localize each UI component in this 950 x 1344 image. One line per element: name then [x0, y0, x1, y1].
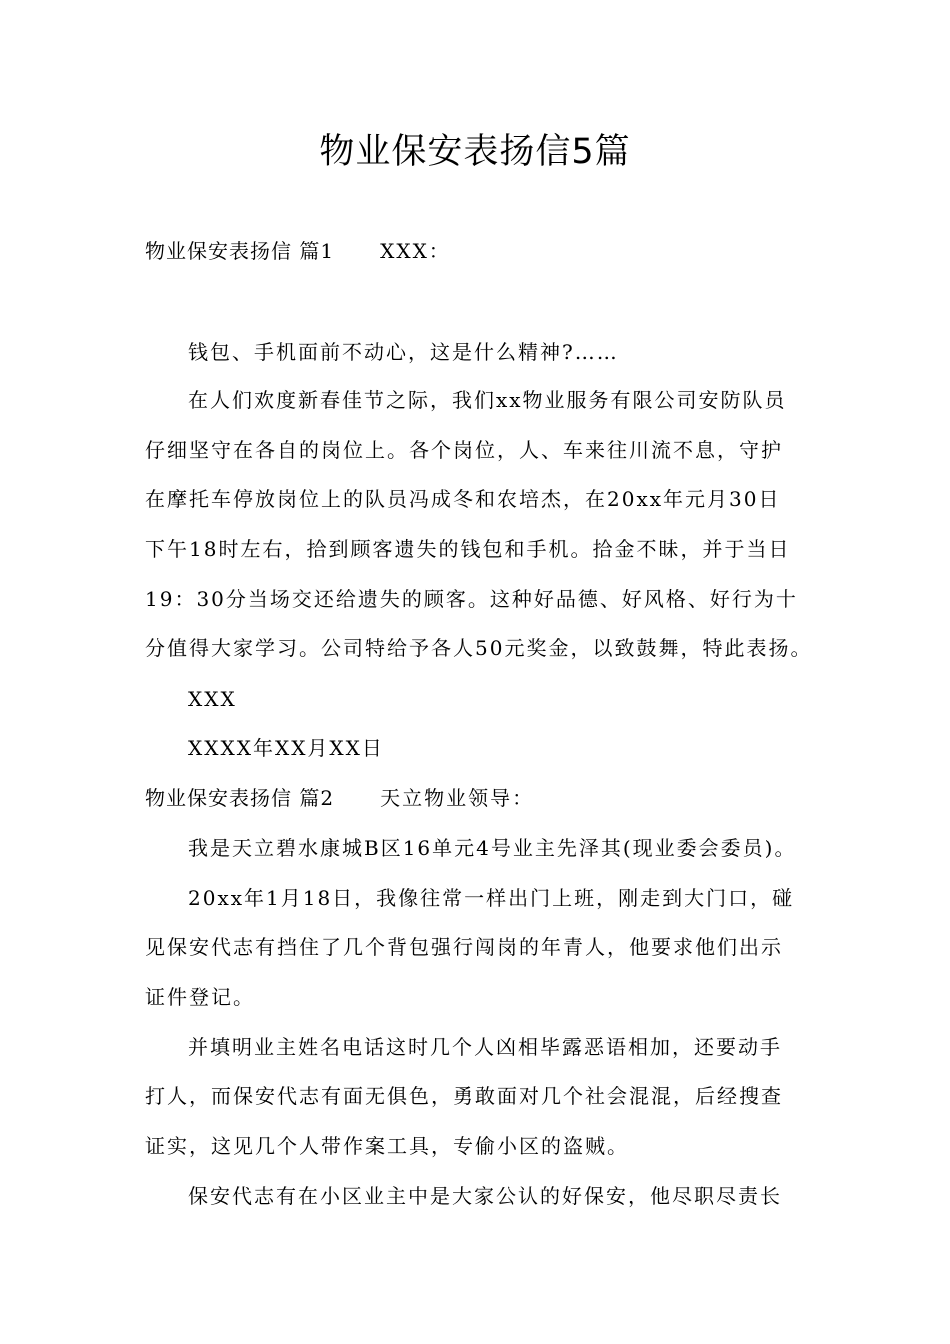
section-2-heading-line [145, 783, 825, 813]
section-1-heading-line [145, 236, 825, 266]
paragraph-line: 我是天立碧水康城B区16单元4号业主先泽其(现业委会委员)。 [188, 836, 797, 860]
paragraph-line: 打人，而保安代志有面无俱色，勇敢面对几个社会混混，后经搜查 [145, 1084, 783, 1108]
paragraph-line: 见保安代志有挡住了几个背包强行闯岗的年青人，他要求他们出示 [145, 935, 783, 959]
paragraph-line: 钱包、手机面前不动心，这是什么精神?…… [188, 340, 619, 364]
paragraph-line: 19：30分当场交还给遗失的顾客。这种好品德、好风格、好行为十 [145, 587, 798, 611]
paragraph-line: 并填明业主姓名电话这时几个人凶相毕露恶语相加，还要动手 [188, 1035, 782, 1059]
paragraph-line: 证实，这见几个人带作案工具，专偷小区的盗贼。 [145, 1134, 629, 1158]
paragraph-line: 在人们欢度新春佳节之际，我们xx物业服务有限公司安防队员 [188, 388, 787, 412]
paragraph-line: 下午18时左右，拾到顾客遗失的钱包和手机。拾金不昧，并于当日 [145, 537, 791, 561]
paragraph-line: 仔细坚守在各自的岗位上。各个岗位，人、车来往川流不息，守护 [145, 438, 783, 462]
signature-date: XXXX年XX月XX日 [188, 736, 384, 760]
section-2-salutation: 天立物业领导： [380, 786, 535, 810]
paragraph-line: 保安代志有在小区业主中是大家公认的好保安，他尽职尽责长 [188, 1184, 782, 1208]
signature-name: XXX [188, 687, 237, 711]
paragraph-line: 证件登记。 [145, 985, 255, 1009]
paragraph-line: 分值得大家学习。公司特给予各人50元奖金，以致鼓舞，特此表扬。 [145, 636, 813, 660]
section-1-heading: 物业保安表扬信 篇1 [145, 239, 335, 263]
section-1-salutation: XXX： [380, 239, 451, 263]
paragraph-line: 在摩托车停放岗位上的队员冯成冬和农培杰，在20xx年元月30日 [145, 487, 781, 511]
section-2-heading: 物业保安表扬信 篇2 [145, 786, 335, 810]
document-title: 物业保安表扬信5篇 [319, 132, 631, 172]
paragraph-line: 20xx年1月18日，我像往常一样出门上班，刚走到大门口，碰 [188, 886, 795, 910]
